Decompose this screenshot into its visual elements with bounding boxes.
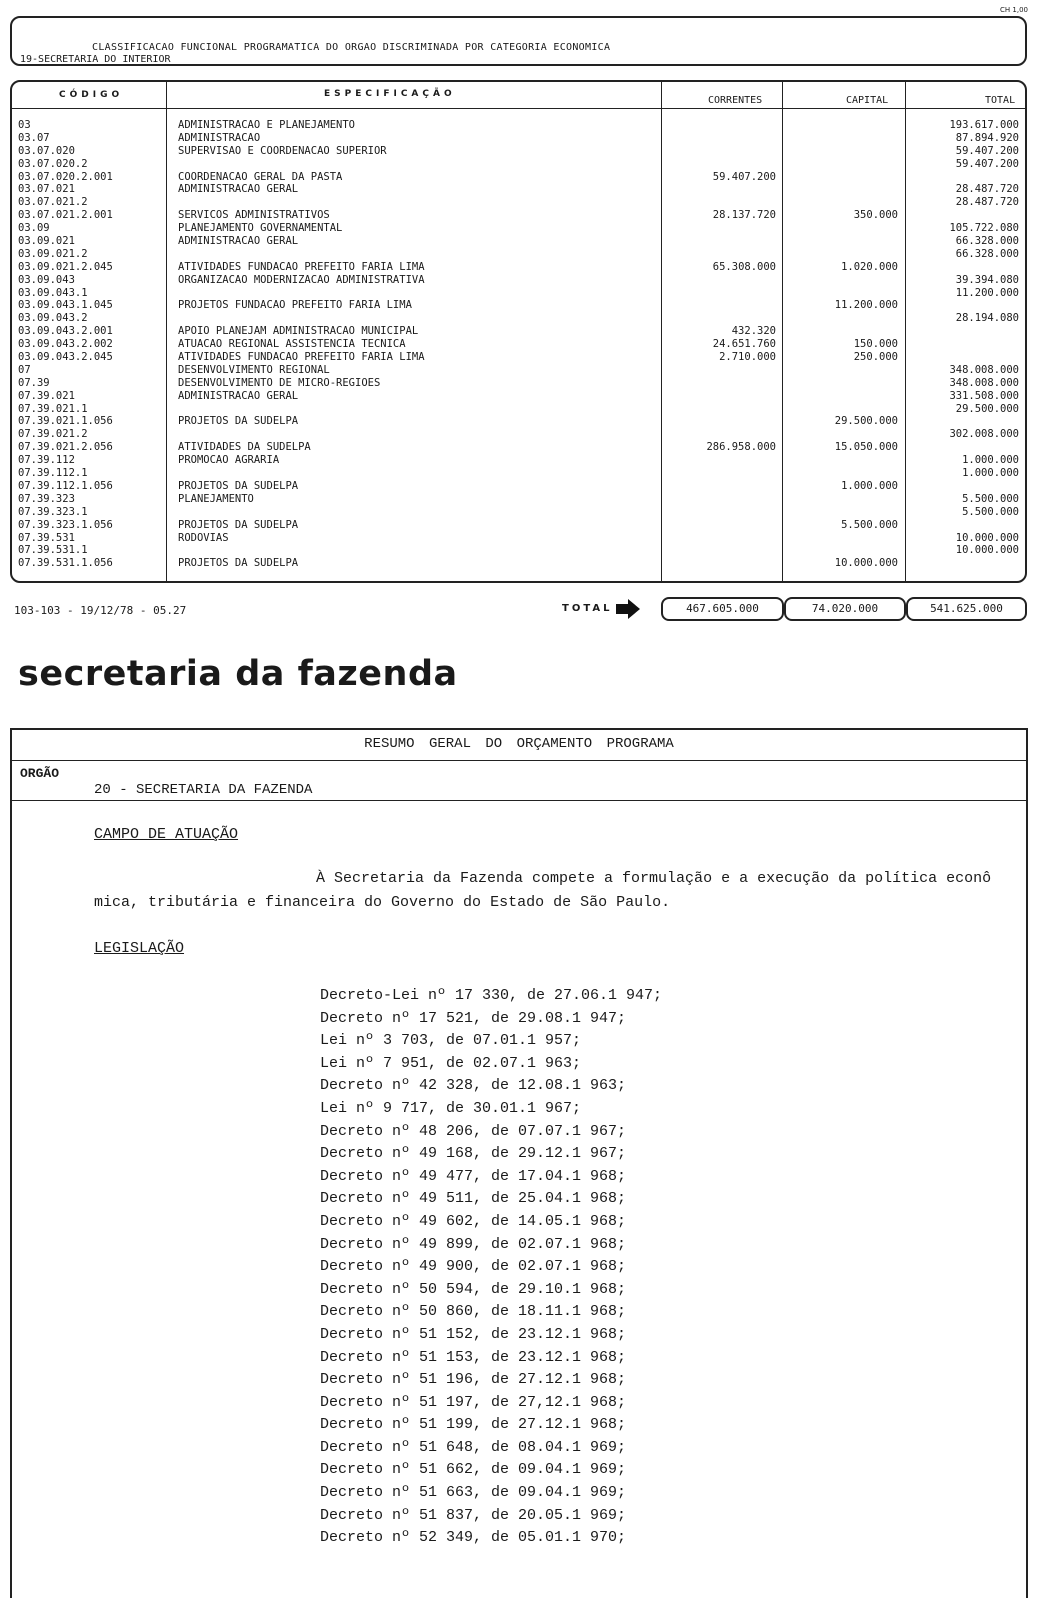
col-correntes: CORRENTES (708, 95, 763, 106)
row-description: SUPERVISAO E COORDENACAO SUPERIOR (178, 144, 387, 157)
row-description: COORDENACAO GERAL DA PASTA (178, 170, 343, 183)
row-total: 331.508.000 (949, 389, 1019, 402)
row-total: 105.722.080 (949, 222, 1019, 235)
row-total: 87.894.920 (955, 131, 1019, 144)
row-total: 28.487.720 (955, 196, 1019, 209)
row-total: 348.008.000 (949, 376, 1019, 389)
row-description: DESENVOLVIMENTO DE MICRO-REGIOES (178, 376, 381, 389)
legislacao-item: Decreto nº 42 328, de 12.08.1 963; (320, 1077, 627, 1095)
table-row (12, 274, 1025, 287)
legislacao-item: Decreto nº 49 899, de 02.07.1 968; (320, 1235, 627, 1253)
row-total: 28.487.720 (955, 183, 1019, 196)
row-total: 1.000.000 (962, 454, 1019, 467)
row-capital: 350.000 (853, 209, 898, 222)
row-total: 29.500.000 (955, 402, 1019, 415)
col-codigo: CÓDIGO (59, 90, 124, 100)
table-row (12, 480, 1025, 493)
row-code: 03.09.043.2.001 (18, 325, 113, 338)
row-description: ATIVIDADES FUNDACAO PREFEITO FARIA LIMA (178, 260, 425, 273)
report-title: CLASSIFICACAO FUNCIONAL PROGRAMATICA DO ORGAO DISCRIMINADA POR CATEGORIA ECONOMICA (92, 42, 611, 53)
table-row (12, 454, 1025, 467)
row-description: PROJETOS DA SUDELPA (178, 479, 299, 492)
row-description: APOIO PLANEJAM ADMINISTRACAO MUNICIPAL (178, 325, 419, 338)
row-code: 07.39.323 (18, 492, 75, 505)
row-total: 1.000.000 (962, 467, 1019, 480)
row-total: 11.200.000 (955, 286, 1019, 299)
legislacao-item: Lei nº 3 703, de 07.01.1 957; (320, 1032, 582, 1050)
row-code: 07.39.531.1.056 (18, 557, 113, 570)
legislacao-item: Decreto nº 49 168, de 29.12.1 967; (320, 1145, 627, 1163)
row-correntes: 432.320 (731, 325, 776, 338)
legislacao-item: Decreto nº 52 349, de 05.01.1 970; (320, 1529, 627, 1547)
row-description: ATIVIDADES FUNDACAO PREFEITO FARIA LIMA (178, 351, 425, 364)
table-row (12, 287, 1025, 300)
row-description: PROMOCAO AGRARIA (178, 454, 280, 467)
row-description: PLANEJAMENTO GOVERNAMENTAL (178, 222, 343, 235)
row-total: 59.407.200 (955, 157, 1019, 170)
col-capital: CAPITAL (846, 95, 889, 106)
row-correntes: 59.407.200 (712, 170, 776, 183)
legislacao-item: Decreto nº 51 648, de 08.04.1 969; (320, 1438, 627, 1456)
row-code: 03.07.021.2 (18, 196, 88, 209)
legislacao-item: Decreto nº 51 663, de 09.04.1 969; (320, 1484, 627, 1502)
page-mark: CH 1,00 (1000, 6, 1028, 14)
table-row (12, 338, 1025, 351)
row-description: PROJETOS FUNDACAO PREFEITO FARIA LIMA (178, 299, 412, 312)
classification-table (10, 80, 1027, 583)
row-code: 03.09.021.2.045 (18, 260, 113, 273)
row-total: 66.328.000 (955, 247, 1019, 260)
legislacao-item: Lei nº 7 951, de 02.07.1 963; (320, 1054, 582, 1072)
row-capital: 11.200.000 (834, 299, 898, 312)
row-description: ADMINISTRACAO GERAL (178, 235, 299, 248)
row-code: 03.09.043 (18, 273, 75, 286)
row-correntes: 24.651.760 (712, 338, 776, 351)
row-code: 03.07.020 (18, 144, 75, 157)
row-capital: 15.050.000 (834, 441, 898, 454)
table-row (12, 248, 1025, 261)
total-correntes: 467.605.000 (661, 597, 784, 621)
row-capital: 1.020.000 (841, 260, 898, 273)
campo-title: CAMPO DE ATUAÇÃO (94, 826, 239, 843)
legislacao-item: Decreto nº 50 860, de 18.11.1 968; (320, 1303, 627, 1321)
total-label: TOTAL (562, 603, 613, 614)
table-row (12, 196, 1025, 209)
row-code: 07.39.112.1 (18, 467, 88, 480)
table-row (12, 261, 1025, 274)
row-code: 03.09.021.2 (18, 247, 88, 260)
orgao-label: ORGÃO (20, 766, 60, 781)
row-total: 5.500.000 (962, 505, 1019, 518)
legislacao-item: Decreto nº 48 206, de 07.07.1 967; (320, 1122, 627, 1140)
row-code: 03.07 (18, 131, 50, 144)
orgao-value: 20 - SECRETARIA DA FAZENDA (94, 782, 313, 798)
row-correntes: 65.308.000 (712, 260, 776, 273)
table-row (12, 390, 1025, 403)
legislacao-item: Decreto nº 51 199, de 27.12.1 968; (320, 1416, 627, 1434)
campo-line-2: mica, tributária e financeira do Governo do Estado de São Paulo. (94, 894, 671, 911)
row-description: ADMINISTRACAO E PLANEJAMENTO (178, 119, 356, 131)
total-total: 541.625.000 (906, 597, 1027, 621)
row-capital: 250.000 (853, 351, 898, 364)
row-code: 03.09.021 (18, 235, 75, 248)
table-row (12, 299, 1025, 312)
table-row (12, 325, 1025, 338)
campo-line-1: À Secretaria da Fazenda compete a formulação e a execução da política econô (316, 870, 992, 887)
legislacao-item: Decreto nº 49 511, de 25.04.1 968; (320, 1190, 627, 1208)
row-code: 07.39.112.1.056 (18, 479, 113, 492)
table-row (12, 377, 1025, 390)
table-row (12, 351, 1025, 364)
row-code: 07.39.112 (18, 454, 75, 467)
row-description: ATUACAO REGIONAL ASSISTENCIA TECNICA (178, 338, 406, 351)
legislacao-item: Decreto nº 49 900, de 02.07.1 968; (320, 1258, 627, 1276)
legislacao-item: Decreto nº 51 197, de 27,12.1 968; (320, 1393, 627, 1411)
row-correntes: 2.710.000 (719, 351, 776, 364)
row-total: 28.194.080 (955, 312, 1019, 325)
row-description: SERVICOS ADMINISTRATIVOS (178, 209, 330, 222)
table-rows (12, 119, 1025, 570)
table-row (12, 493, 1025, 506)
table-row (12, 519, 1025, 532)
row-total: 193.617.000 (949, 119, 1019, 131)
legislacao-item: Decreto nº 49 477, de 17.04.1 968; (320, 1167, 627, 1185)
table-row (12, 441, 1025, 454)
total-capital: 74.020.000 (784, 597, 906, 621)
row-code: 03.07.021 (18, 183, 75, 196)
row-description: ADMINISTRACAO GERAL (178, 389, 299, 402)
legislacao-item: Decreto nº 51 153, de 23.12.1 968; (320, 1348, 627, 1366)
table-row (12, 171, 1025, 184)
row-capital: 150.000 (853, 338, 898, 351)
legislacao-item: Decreto nº 50 594, de 29.10.1 968; (320, 1280, 627, 1298)
row-correntes: 28.137.720 (712, 209, 776, 222)
row-code: 07.39.323.1.056 (18, 518, 113, 531)
row-code: 07.39.531 (18, 531, 75, 544)
report-id: 103-103 - 19/12/78 - 05.27 (14, 604, 187, 617)
table-row (12, 222, 1025, 235)
legislacao-list (320, 985, 662, 1550)
row-code: 07.39.021 (18, 389, 75, 402)
row-total: 348.008.000 (949, 363, 1019, 376)
row-capital: 5.500.000 (841, 518, 898, 531)
row-code: 03.09.043.1 (18, 286, 88, 299)
table-row (12, 119, 1025, 132)
row-description: PROJETOS DA SUDELPA (178, 557, 299, 570)
row-total: 39.394.080 (955, 273, 1019, 286)
legislacao-item: Decreto-Lei nº 17 330, de 27.06.1 947; (320, 987, 663, 1004)
resumo-heading: RESUMO GERAL DO ORÇAMENTO PROGRAMA (12, 730, 1026, 761)
col-especificacao: ESPECIFICAÇÃO (324, 89, 456, 99)
table-row (12, 557, 1025, 570)
legislacao-item: Decreto nº 51 196, de 27.12.1 968; (320, 1371, 627, 1389)
legislacao-item: Decreto nº 17 521, de 29.08.1 947; (320, 1009, 627, 1027)
row-total: 59.407.200 (955, 144, 1019, 157)
row-code: 07.39.323.1 (18, 505, 88, 518)
row-code: 07 (18, 363, 31, 376)
legislacao-title: LEGISLAÇÃO (94, 940, 185, 957)
section-title: secretaria da fazenda (18, 654, 458, 694)
row-total: 302.008.000 (949, 428, 1019, 441)
row-description: ADMINISTRACAO (178, 131, 261, 144)
table-row (12, 312, 1025, 325)
table-row (12, 544, 1025, 557)
row-capital: 1.000.000 (841, 479, 898, 492)
row-code: 03 (18, 119, 31, 131)
table-row (12, 403, 1025, 416)
legislacao-item: Decreto nº 49 602, de 14.05.1 968; (320, 1212, 627, 1230)
legislacao-item: Decreto nº 51 837, de 20.05.1 969; (320, 1506, 627, 1524)
table-row (12, 428, 1025, 441)
row-description: ORGANIZACAO MODERNIZACAO ADMINISTRATIVA (178, 273, 425, 286)
table-row (12, 183, 1025, 196)
row-total: 10.000.000 (955, 544, 1019, 557)
row-code: 03.09 (18, 222, 50, 235)
row-description: ATIVIDADES DA SUDELPA (178, 441, 311, 454)
table-row (12, 235, 1025, 248)
col-total: TOTAL (985, 95, 1016, 106)
row-description: RODOVIAS (178, 531, 229, 544)
row-code: 07.39.021.2 (18, 428, 88, 441)
orgao-row (12, 760, 1026, 801)
table-row (12, 415, 1025, 428)
row-description: PROJETOS DA SUDELPA (178, 415, 299, 428)
row-correntes: 286.958.000 (706, 441, 776, 454)
row-code: 07.39.531.1 (18, 544, 88, 557)
row-capital: 29.500.000 (834, 415, 898, 428)
table-row (12, 506, 1025, 519)
resumo-document (10, 728, 1028, 1598)
table-row (12, 532, 1025, 545)
row-code: 07.39 (18, 376, 50, 389)
row-code: 03.09.043.2 (18, 312, 88, 325)
row-code: 03.09.043.2.002 (18, 338, 113, 351)
table-row (12, 209, 1025, 222)
row-code: 03.07.021.2.001 (18, 209, 113, 222)
legislacao-item: Lei nº 9 717, de 30.01.1 967; (320, 1099, 582, 1117)
row-description: PLANEJAMENTO (178, 492, 254, 505)
table-row (12, 158, 1025, 171)
row-total: 10.000.000 (955, 531, 1019, 544)
arrow-right-icon (615, 599, 641, 619)
row-description: DESENVOLVIMENTO REGIONAL (178, 363, 330, 376)
row-description: ADMINISTRACAO GERAL (178, 183, 299, 196)
table-row (12, 364, 1025, 377)
legislacao-item: Decreto nº 51 152, de 23.12.1 968; (320, 1325, 627, 1343)
row-code: 07.39.021.2.056 (18, 441, 113, 454)
row-code: 07.39.021.1 (18, 402, 88, 415)
row-capital: 10.000.000 (834, 557, 898, 570)
table-row (12, 132, 1025, 145)
row-code: 03.09.043.2.045 (18, 351, 113, 364)
row-code: 07.39.021.1.056 (18, 415, 113, 428)
legislacao-item: Decreto nº 51 662, de 09.04.1 969; (320, 1461, 627, 1479)
table-row (12, 467, 1025, 480)
report-orgao: 19-SECRETARIA DO INTERIOR (20, 54, 171, 65)
row-code: 03.09.043.1.045 (18, 299, 113, 312)
table-row (12, 145, 1025, 158)
row-description: PROJETOS DA SUDELPA (178, 518, 299, 531)
row-total: 5.500.000 (962, 492, 1019, 505)
report-header-box (10, 16, 1027, 66)
row-code: 03.07.020.2 (18, 157, 88, 170)
row-total: 66.328.000 (955, 235, 1019, 248)
row-code: 03.07.020.2.001 (18, 170, 113, 183)
